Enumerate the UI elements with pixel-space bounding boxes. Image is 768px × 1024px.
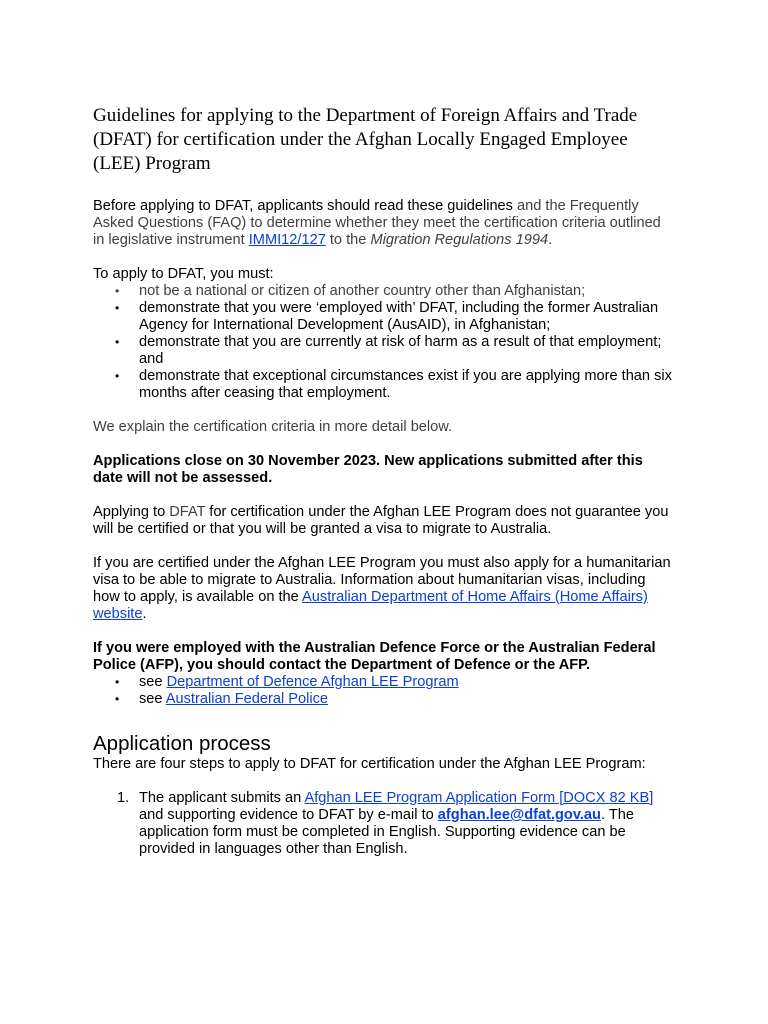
bullet-icon: • xyxy=(115,301,120,315)
page-title: Guidelines for applying to the Department of Foreign Affairs and Trade (DFAT) for certification under the Afghan Locally Engaged Employee (LEE) Program xyxy=(93,105,638,174)
intro-text-3: to the xyxy=(325,232,371,248)
explain-paragraph: We explain the certification criteria in more detail below. xyxy=(93,419,453,435)
immi-link[interactable]: IMMI12/127 xyxy=(248,232,326,248)
intro-italic: Migration Regulations 1994 xyxy=(370,232,549,248)
list-item: • demonstrate that you are currently at risk of harm as a result of that employment; and xyxy=(115,334,662,367)
afp-link[interactable]: Australian Federal Police xyxy=(165,691,329,707)
application-form-link[interactable]: Afghan LEE Program Application Form [DOCX 82 KB] xyxy=(304,790,654,806)
requirements-list xyxy=(93,283,673,402)
list-item: • see Australian Federal Police xyxy=(115,691,329,707)
list-item: 1. The applicant submits an Afghan LEE Program Application Form [DOCX 82 KB] and supporting evidence to DFAT by e-mail to afghan.lee@dfat.gov.au. The application form must be completed in English. Supporting evidence can be provided in languages other than English. xyxy=(117,790,654,857)
process-intro: There are four steps to apply to DFAT for certification under the Afghan LEE Program: xyxy=(93,756,646,772)
document-page xyxy=(93,104,673,858)
list-item: • see Department of Defence Afghan LEE Program xyxy=(115,674,459,690)
applying-paragraph: Applying to DFAT for certification under the Afghan LEE Program does not guarantee you will be certified or that you will be granted a visa to migrate to Australia. xyxy=(93,504,669,537)
list-item: • demonstrate that exceptional circumstances exist if you are applying more than six months after ceasing that employment. xyxy=(115,368,672,401)
email-link[interactable]: afghan.lee@dfat.gov.au xyxy=(437,807,601,823)
intro-paragraph xyxy=(93,198,673,249)
section-heading-application-process: Application process xyxy=(93,732,271,755)
intro-text-2: and the Frequently Asked Questions (FAQ) to determine whether they meet the certification criteria outlined in legislative instrument xyxy=(93,198,661,248)
list-item: • not be a national or citizen of another country other than Afghanistan; xyxy=(115,283,586,299)
requirements-heading: To apply to DFAT, you must: xyxy=(93,266,274,282)
bullet-icon: • xyxy=(115,675,120,689)
bullet-icon: • xyxy=(115,369,120,383)
defence-lee-link[interactable]: Department of Defence Afghan LEE Program xyxy=(166,674,459,690)
list-item: • demonstrate that you were ‘employed with’ DFAT, including the former Australian Agency for International Development (AusAID), in Afghanistan; xyxy=(115,300,659,333)
certified-paragraph: If you are certified under the Afghan LEE Program you must also apply for a humanitarian visa to be able to migrate to Australia. Information about humanitarian visas, including how to apply, is available on the Australian Department of Home Affairs (Home Affairs) website. xyxy=(93,555,671,622)
intro-text-4: . xyxy=(548,232,553,248)
intro-text-1: Before applying to DFAT, applicants should read these guidelines xyxy=(93,198,513,214)
step-number: 1. xyxy=(117,790,130,806)
deadline-notice: Applications close on 30 November 2023. New applications submitted after this date will not be assessed. xyxy=(93,453,643,486)
bullet-icon: • xyxy=(115,692,120,706)
defence-links-list xyxy=(93,674,673,708)
defence-notice: If you were employed with the Australian Defence Force or the Australian Federal Police (AFP), you should contact the Department of Defence or the AFP. xyxy=(93,640,656,673)
home-affairs-link[interactable]: Australian Department of Home Affairs (Home Affairs) website xyxy=(93,589,648,622)
bullet-icon: • xyxy=(115,335,120,349)
process-steps xyxy=(93,790,673,858)
bullet-icon: • xyxy=(115,284,120,298)
